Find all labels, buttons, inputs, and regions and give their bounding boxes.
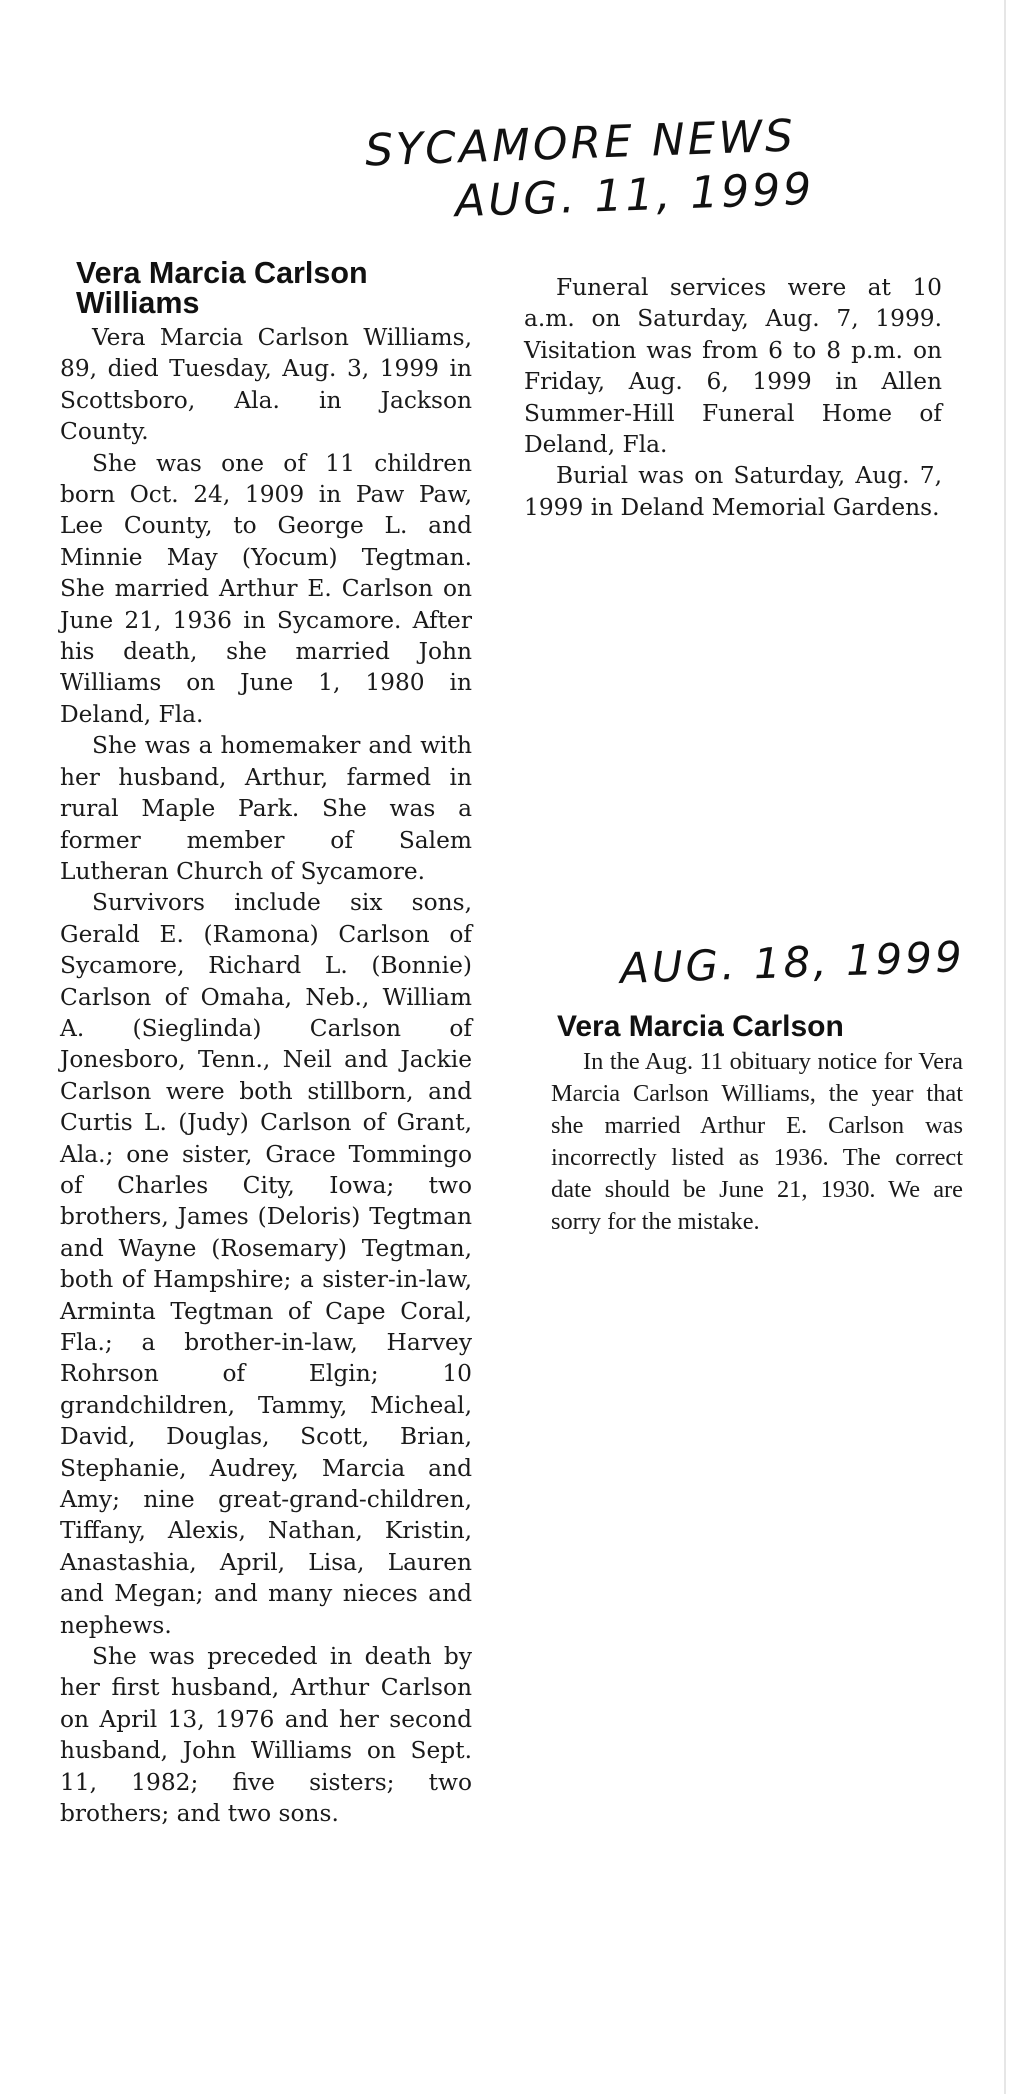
- obituary-paragraph: She was preceded in death by her first husband, Arthur Carlson on April 13, 1976 and her second husband, John Williams on Sept. 11, 1982; five sisters; two brothers; and two sons.: [60, 1643, 472, 1828]
- scan-edge-line: [1004, 0, 1006, 2094]
- obituary-paragraph: She was one of 11 children born Oct. 24, 1909 in Paw Paw, Lee County, to George L. and Minnie May (Yocum) Tegtman. She married Arthur E. Carlson on June 21, 1936 in Sycamore. After his death, she married John Williams on June 1, 1980 in Deland, Fla.: [60, 449, 472, 728]
- obituary-headline: Vera Marcia Carlson Williams: [76, 256, 368, 320]
- obituary-left-column: [60, 258, 472, 1830]
- handwritten-date-note: AUG. 11, 1999: [454, 163, 816, 228]
- correction-notice: [551, 1010, 963, 1238]
- correction-headline: Vera Marcia Carlson: [557, 1010, 844, 1043]
- obituary-right-column: [524, 272, 942, 523]
- obituary-paragraph: Survivors include six sons, Gerald E. (Ramona) Carlson of Sycamore, Richard L. (Bonnie) Carlson of Omaha, Neb., William A. (Sieglinda) Carlson of Jonesboro, Tenn., Neil and Jackie Carlson were both stillborn, and Curtis L. (Judy) Carlson of Grant, Ala.; one sister, Grace Tommingo of Charles City, Iowa; two brothers, James (Deloris) Tegtman and Wayne (Rosemary) Tegtman, both of Hampshire; a sister-in-law, Arminta Tegtman of Cape Coral, Fla.; a brother-in-law, Harvey Rohrson of Elgin; 10 grandchildren, Tammy, Micheal, David, Douglas, Scott, Brian, Stephanie, Audrey, Marcia and Amy; nine great-grand-children, Tiffany, Alexis, Nathan, Kristin, Anastashia, April, Lisa, Lauren and Megan; and many nieces and nephews.: [60, 889, 472, 1639]
- obituary-paragraph: She was a homemaker and with her husband, Arthur, farmed in rural Maple Park. She was a former member of Salem Lutheran Church of Sycamore.: [60, 732, 472, 885]
- correction-body: In the Aug. 11 obituary notice for Vera Marcia Carlson Williams, the year that she married Arthur E. Carlson was incorrectly listed as 1936. The correct date should be June 21, 1930. We are sorry for the mistake.: [551, 1048, 963, 1235]
- obituary-paragraph: Vera Marcia Carlson Williams, 89, died Tuesday, Aug. 3, 1999 in Scottsboro, Ala. in Jackson County.: [60, 324, 472, 446]
- obituary-paragraph: Funeral services were at 10 a.m. on Saturday, Aug. 7, 1999. Visitation was from 6 to 8 p.m. on Friday, Aug. 6, 1999 in Allen Summer-Hill Funeral Home of Deland, Fla.: [524, 274, 942, 459]
- handwritten-source-note: SYCAMORE NEWS: [364, 110, 797, 177]
- handwritten-correction-date-note: AUG. 18, 1999: [619, 931, 966, 994]
- obituary-paragraph: Burial was on Saturday, Aug. 7, 1999 in Deland Memorial Gardens.: [524, 462, 942, 521]
